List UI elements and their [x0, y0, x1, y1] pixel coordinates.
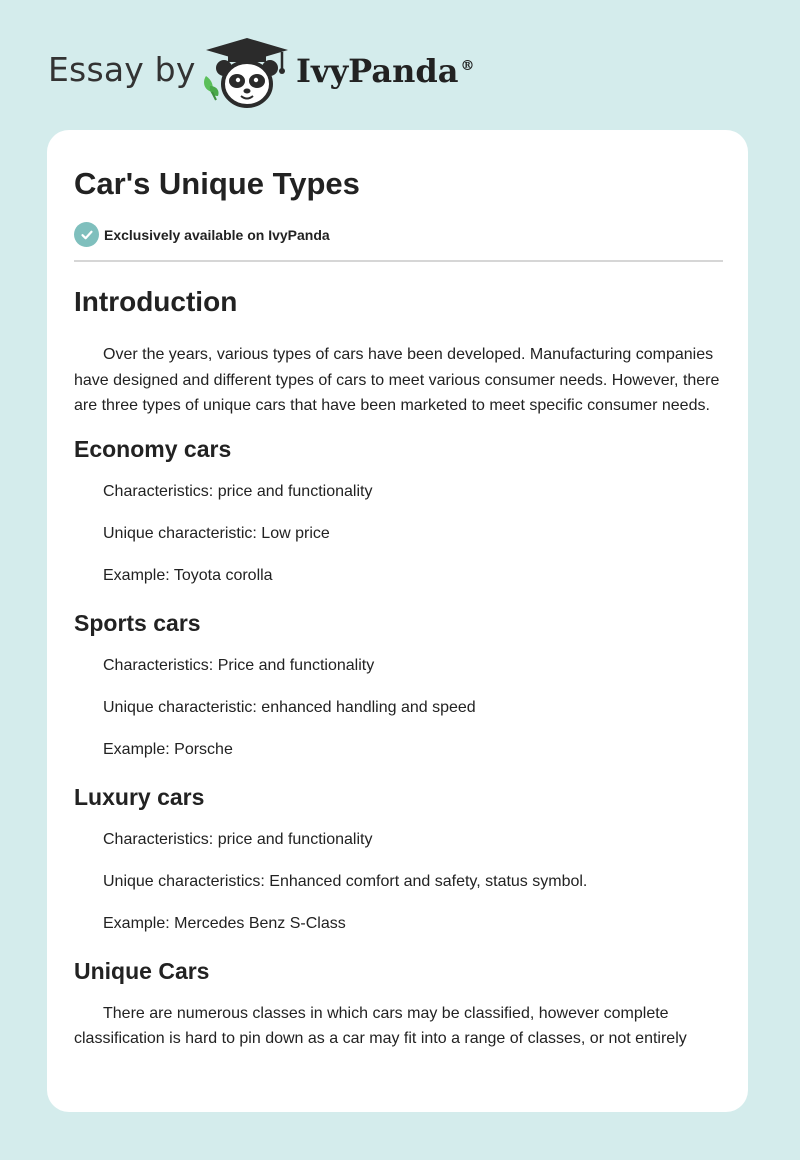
essay-by-label: Essay by: [48, 50, 196, 89]
list-item: Example: Mercedes Benz S-Class: [103, 914, 346, 932]
brand-logo-text[interactable]: [296, 52, 474, 90]
title-divider: [74, 260, 723, 262]
list-item: Unique characteristic: enhanced handling and speed: [103, 698, 476, 716]
exclusive-badge: [74, 222, 330, 247]
section-heading-unique-cars: Unique Cars: [74, 957, 210, 984]
essay-card: [47, 130, 748, 1112]
section-heading-introduction: Introduction: [74, 286, 238, 317]
list-item: Characteristics: price and functionality: [103, 830, 373, 848]
site-header: [0, 0, 800, 130]
check-icon: [74, 222, 99, 247]
section-heading-luxury-cars: Luxury cars: [74, 783, 205, 810]
registered-mark: ®: [460, 58, 475, 75]
section-heading-sports-cars: Sports cars: [74, 609, 201, 636]
essay-content: [74, 280, 723, 1052]
exclusive-badge-text: Exclusively available on IvyPanda: [104, 226, 330, 243]
list-item: Unique characteristic: Low price: [103, 524, 330, 542]
list-item: Example: Toyota corolla: [103, 566, 273, 584]
list-item: Characteristics: Price and functionality: [103, 656, 375, 674]
page-title: Car's Unique Types: [74, 166, 360, 201]
leaf-icon: [204, 76, 219, 100]
panda-graduate-icon: [200, 36, 294, 110]
unique-cars-paragraph: There are numerous classes in which cars may be classified, however complete classification is hard to pin down as a car may fit into a range of classes, or not entirely: [74, 1004, 687, 1047]
list-item: Example: Porsche: [103, 740, 233, 758]
brand-name: IvyPanda: [296, 52, 459, 90]
list-item: Unique characteristics: Enhanced comfort and safety, status symbol.: [103, 872, 588, 890]
list-item: Characteristics: price and functionality: [103, 482, 373, 500]
introduction-paragraph: Over the years, various types of cars have been developed. Manufacturing companies have designed and different types of cars to meet various consumer needs. However, there are three types of unique cars that have been marketed to meet specific consumer needs.: [74, 346, 720, 414]
section-heading-economy-cars: Economy cars: [74, 435, 232, 462]
